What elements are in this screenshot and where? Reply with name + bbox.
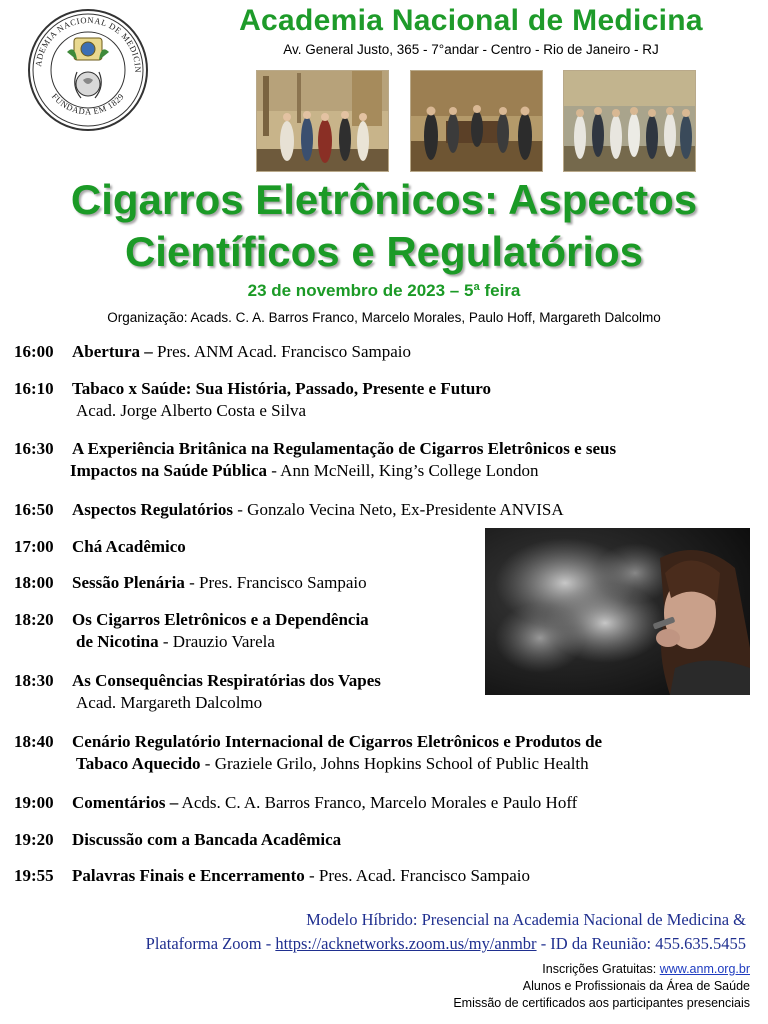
- program-item: [14, 829, 341, 851]
- program-item: [14, 536, 186, 558]
- program-item: [14, 731, 602, 775]
- registration-label: Inscrições Gratuitas:: [542, 962, 660, 976]
- program-title: Chá Acadêmico: [72, 537, 186, 556]
- program-title: Comentários –: [72, 793, 179, 812]
- program-item: [14, 865, 530, 887]
- program-speaker: - Pres. Francisco Sampaio: [184, 573, 367, 592]
- registration-line: [300, 961, 750, 978]
- program-item: [14, 572, 367, 594]
- program-time: 19:00: [14, 793, 54, 812]
- program-time: 16:30: [14, 439, 54, 458]
- hybrid-line-2-prefix: Plataforma Zoom -: [145, 934, 276, 953]
- program-title: Discussão com a Bancada Acadêmica: [72, 830, 342, 849]
- program-speaker: - Graziele Grilo, Johns Hopkins School of Public Health: [200, 754, 589, 773]
- event-date: 23 de novembro de 2023 – 5ª feira: [247, 281, 521, 300]
- program-title: Palavras Finais e Encerramento: [72, 866, 305, 885]
- zoom-link[interactable]: https://acknetworks.zoom.us/my/anmbr: [275, 934, 537, 953]
- program-time: 18:40: [14, 732, 54, 751]
- program-time: 18:30: [14, 671, 54, 690]
- event-title-line-2: Científicos e Regulatórios: [124, 228, 644, 275]
- event-title-line-1: Cigarros Eletrônicos: Aspectos: [70, 176, 698, 223]
- footer-info: [300, 961, 750, 1012]
- program-time: 18:20: [14, 610, 54, 629]
- seal-text-top: ADEMIA NACIONAL DE MEDICIN: [33, 14, 144, 74]
- program-speaker: - Drauzio Varela: [158, 632, 275, 651]
- program-time: 19:55: [14, 866, 54, 885]
- program-title: As Consequências Respiratórias dos Vapes: [72, 671, 381, 690]
- historical-painting-1: [256, 70, 389, 172]
- program-item: [14, 378, 491, 422]
- hybrid-line-1: Modelo Híbrido: Presencial na Academia Nacional de Medicina &: [306, 910, 746, 929]
- program-item: [14, 499, 564, 521]
- program-title: Cenário Regulatório Internacional de Cigarros Eletrônicos e Produtos de: [72, 732, 603, 751]
- program-title: A Experiência Britânica na Regulamentação de Cigarros Eletrônicos e seus: [72, 439, 617, 458]
- historical-painting-2: [410, 70, 543, 172]
- meeting-id: - ID da Reunião: 455.635.5455: [536, 934, 746, 953]
- program-time: 17:00: [14, 537, 54, 556]
- program-title: Tabaco x Saúde: Sua História, Passado, Presente e Futuro: [72, 379, 492, 398]
- program-speaker: Acad. Margareth Dalcolmo: [76, 693, 263, 712]
- program-time: 19:20: [14, 830, 54, 849]
- program-title: Aspectos Regulatórios: [72, 500, 234, 519]
- academy-name: Academia Nacional de Medicina: [239, 4, 703, 37]
- academy-seal-logo: [27, 8, 149, 132]
- event-organizers: Organização: Acads. C. A. Barros Franco, Marcelo Morales, Paulo Hoff, Margareth Dalcolmo: [107, 310, 661, 325]
- program-item: [14, 438, 616, 482]
- program-time: 16:00: [14, 342, 54, 361]
- audience-line: Alunos e Profissionais da Área de Saúde: [522, 979, 750, 993]
- program-speaker: - Gonzalo Vecina Neto, Ex-Presidente ANVISA: [233, 500, 564, 519]
- program-speaker: - Pres. Acad. Francisco Sampaio: [304, 866, 530, 885]
- event-title: [0, 174, 768, 278]
- program-speaker: - Ann McNeill, King’s College London: [266, 461, 539, 480]
- program-item: [14, 609, 369, 653]
- program-item: [14, 792, 577, 814]
- program-time: 16:50: [14, 500, 54, 519]
- program-title-cont: Impactos na Saúde Pública: [70, 461, 267, 480]
- program-title-cont: de Nicotina: [76, 632, 159, 651]
- academy-address: Av. General Justo, 365 - 7°andar - Centro - Rio de Janeiro - RJ: [283, 42, 659, 57]
- historical-painting-3: [563, 70, 696, 172]
- program-speaker: Acds. C. A. Barros Franco, Marcelo Morales e Paulo Hoff: [178, 793, 578, 812]
- program-title-cont: Tabaco Aquecido: [76, 754, 201, 773]
- program-item: [14, 670, 381, 714]
- program-time: 16:10: [14, 379, 54, 398]
- program-speaker: Pres. ANM Acad. Francisco Sampaio: [152, 342, 412, 361]
- program-title: Abertura –: [72, 342, 153, 361]
- hybrid-info: [60, 908, 746, 956]
- program-speaker: Acad. Jorge Alberto Costa e Silva: [76, 401, 307, 420]
- program-title: Sessão Plenária: [72, 573, 185, 592]
- certificates-line: Emissão de certificados aos participantes presenciais: [453, 996, 750, 1010]
- seal-text-bottom: FUNDADA EM 1829: [49, 91, 127, 117]
- hybrid-line-2: [60, 932, 746, 956]
- registration-link[interactable]: www.anm.org.br: [659, 962, 750, 976]
- program-item: [14, 341, 411, 363]
- woman-vaping-photo: [485, 528, 750, 695]
- program-title: Os Cigarros Eletrônicos e a Dependência: [72, 610, 369, 629]
- program-time: 18:00: [14, 573, 54, 592]
